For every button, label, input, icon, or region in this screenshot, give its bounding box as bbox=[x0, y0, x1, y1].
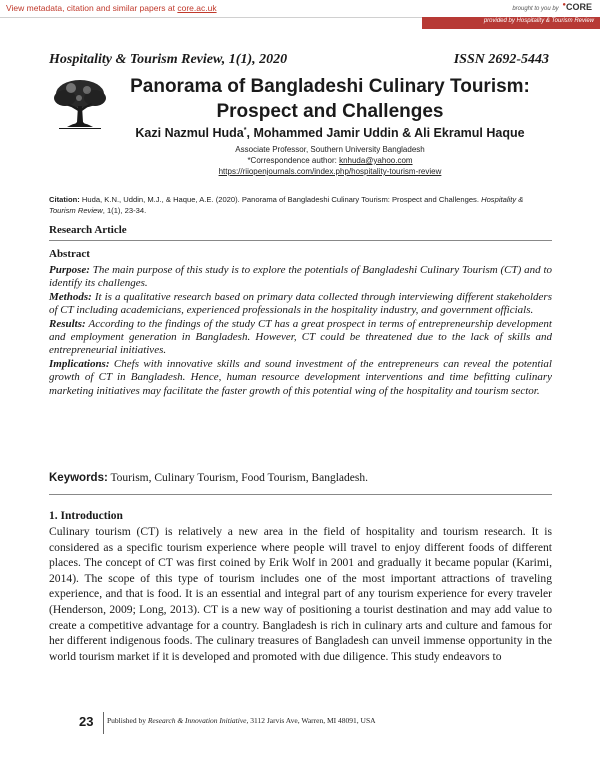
core-brand bbox=[512, 2, 592, 12]
citation-journal: Hospitality & Tourism Review bbox=[49, 195, 524, 215]
implications-label: Implications: bbox=[49, 357, 110, 370]
journal-tree-logo bbox=[51, 78, 109, 130]
core-brought-by: brought to you by bbox=[512, 6, 559, 12]
core-logo[interactable] bbox=[562, 2, 592, 12]
citation-label: Citation: bbox=[49, 195, 80, 204]
citation-text-b: , 1(1), 23-34. bbox=[102, 206, 147, 215]
correspondence-label: *Correspondence author: bbox=[247, 156, 340, 165]
author-1: Kazi Nazmul Huda bbox=[135, 126, 244, 140]
keywords-text: Tourism, Culinary Tourism, Food Tourism, Bangladesh. bbox=[107, 472, 368, 484]
citation-text-a: Huda, K.N., Uddin, M.J., & Haque, A.E. (2020). Panorama of Bangladeshi Culinary Tourism: Prospect and Challenges. bbox=[79, 195, 479, 204]
core-logo-icon: ● bbox=[562, 2, 566, 8]
footer-published-by: Published by bbox=[107, 716, 148, 725]
implications-text: Chefs with innovative skills and sound investment of the entrepreneurs can reveal the potential growth of CT in Bangladesh. Hence, human resource development interventions and time befitting culinary marketing initiatives may facilitate the faster growth of this potential wing of the hospitality and tourism sector. bbox=[49, 357, 552, 397]
purpose-label: Purpose: bbox=[49, 264, 90, 276]
core-provided-by: provided by Hospitality & Tourism Review bbox=[483, 18, 594, 24]
article-type: Research Article bbox=[49, 224, 127, 236]
methods-text: It is a qualitative research based on primary data collected through interviewing different stakeholders of CT including academicians, experienced professionals in the hospitality industry, and government officials. bbox=[49, 290, 552, 317]
affiliation-text: Associate Professor, Southern University Bangladesh bbox=[235, 145, 425, 154]
abstract-heading: Abstract bbox=[49, 248, 90, 260]
results-label: Results: bbox=[49, 317, 86, 330]
journal-header bbox=[49, 52, 549, 70]
abstract-methods bbox=[49, 291, 552, 318]
core-provided-by-bar bbox=[422, 17, 600, 29]
citation bbox=[49, 194, 552, 216]
abstract-purpose bbox=[49, 264, 552, 291]
journal-issn: ISSN 2692-5443 bbox=[453, 52, 549, 67]
core-link-text: View metadata, citation and similar papers at bbox=[6, 3, 178, 13]
page-number: 23 bbox=[79, 714, 94, 729]
section-heading-introduction: 1. Introduction bbox=[49, 510, 123, 522]
abstract-body bbox=[49, 264, 552, 398]
paper-authors bbox=[110, 126, 550, 140]
methods-label: Methods: bbox=[49, 290, 92, 303]
core-link-domain[interactable]: core.ac.uk bbox=[177, 3, 217, 13]
correspondence-line bbox=[110, 155, 550, 166]
results-text: According to the findings of the study CT has a great prospect in terms of entrepreneurship development and employment generation in Bangladesh. However, CT could be threatened due to the lack of skills and entrepreneurial initiatives. bbox=[49, 317, 552, 357]
paper-title-line-1: Panorama of Bangladeshi Culinary Tourism: bbox=[130, 76, 530, 97]
correspondence-mark: * bbox=[243, 126, 247, 134]
footer-divider bbox=[103, 712, 104, 734]
paper-affiliation bbox=[110, 144, 550, 177]
abstract-implications bbox=[49, 358, 552, 398]
page-footer bbox=[49, 712, 552, 734]
divider-rule-2 bbox=[49, 494, 552, 495]
paper-title bbox=[110, 74, 550, 124]
introduction-body bbox=[49, 524, 552, 664]
core-banner bbox=[0, 0, 600, 30]
correspondence-email-link[interactable]: knhuda@yahoo.com bbox=[339, 156, 413, 165]
footer-address: , 3112 Jarvis Ave, Warren, MI 48091, USA bbox=[246, 716, 376, 725]
core-metadata-link[interactable] bbox=[6, 3, 217, 13]
divider-rule bbox=[49, 240, 552, 241]
journal-name: Hospitality & Tourism Review, 1(1), 2020 bbox=[49, 52, 288, 67]
core-banner-top bbox=[0, 0, 600, 18]
footer-publisher-name: Research & Innovation Initiative bbox=[147, 716, 247, 725]
introduction-paragraph: Culinary tourism (CT) is relatively a new area in the field of hospitality and tourism research. It is considered as a specific tourism experience where people will travel to enjoy different foods of different places. The concept of CT was first coined by Erik Wolf in 2001 and gradually it became popular (Karimi, 2014). The scope of this type of tourism includes one of the most important attractions of traveling experience, and that is food. It is an essential and integral part of any tourism experience for every traveler (Henderson, 2009; Long, 2013). CT is a new way of positioning a tourist destination and may add value to create a competitive advantage for a country. Bangladesh is rich in culinary arts and culture and famous for her different indigenous foods. The culinary treasures of Bangladesh can unveil immense opportunity in the world tourism market if it is developed and promoted with due diligence. This study endeavors to bbox=[49, 525, 552, 663]
keywords bbox=[49, 472, 552, 484]
abstract-results bbox=[49, 318, 552, 358]
purpose-text: The main purpose of this study is to explore the potentials of Bangladeshi Culinary Tourism (CT) and to identify its challenges. bbox=[49, 264, 552, 290]
core-logo-text: CORE bbox=[565, 2, 592, 12]
journal-url-link[interactable]: https://riiopenjournals.com/index.php/hospitality-tourism-review bbox=[218, 167, 442, 176]
paper-title-line-2: Prospect and Challenges bbox=[216, 101, 444, 122]
footer-publisher bbox=[107, 716, 376, 725]
keywords-label: Keywords: bbox=[49, 472, 108, 484]
authors-rest: , Mohammed Jamir Uddin & Ali Ekramul Haque bbox=[246, 126, 525, 140]
